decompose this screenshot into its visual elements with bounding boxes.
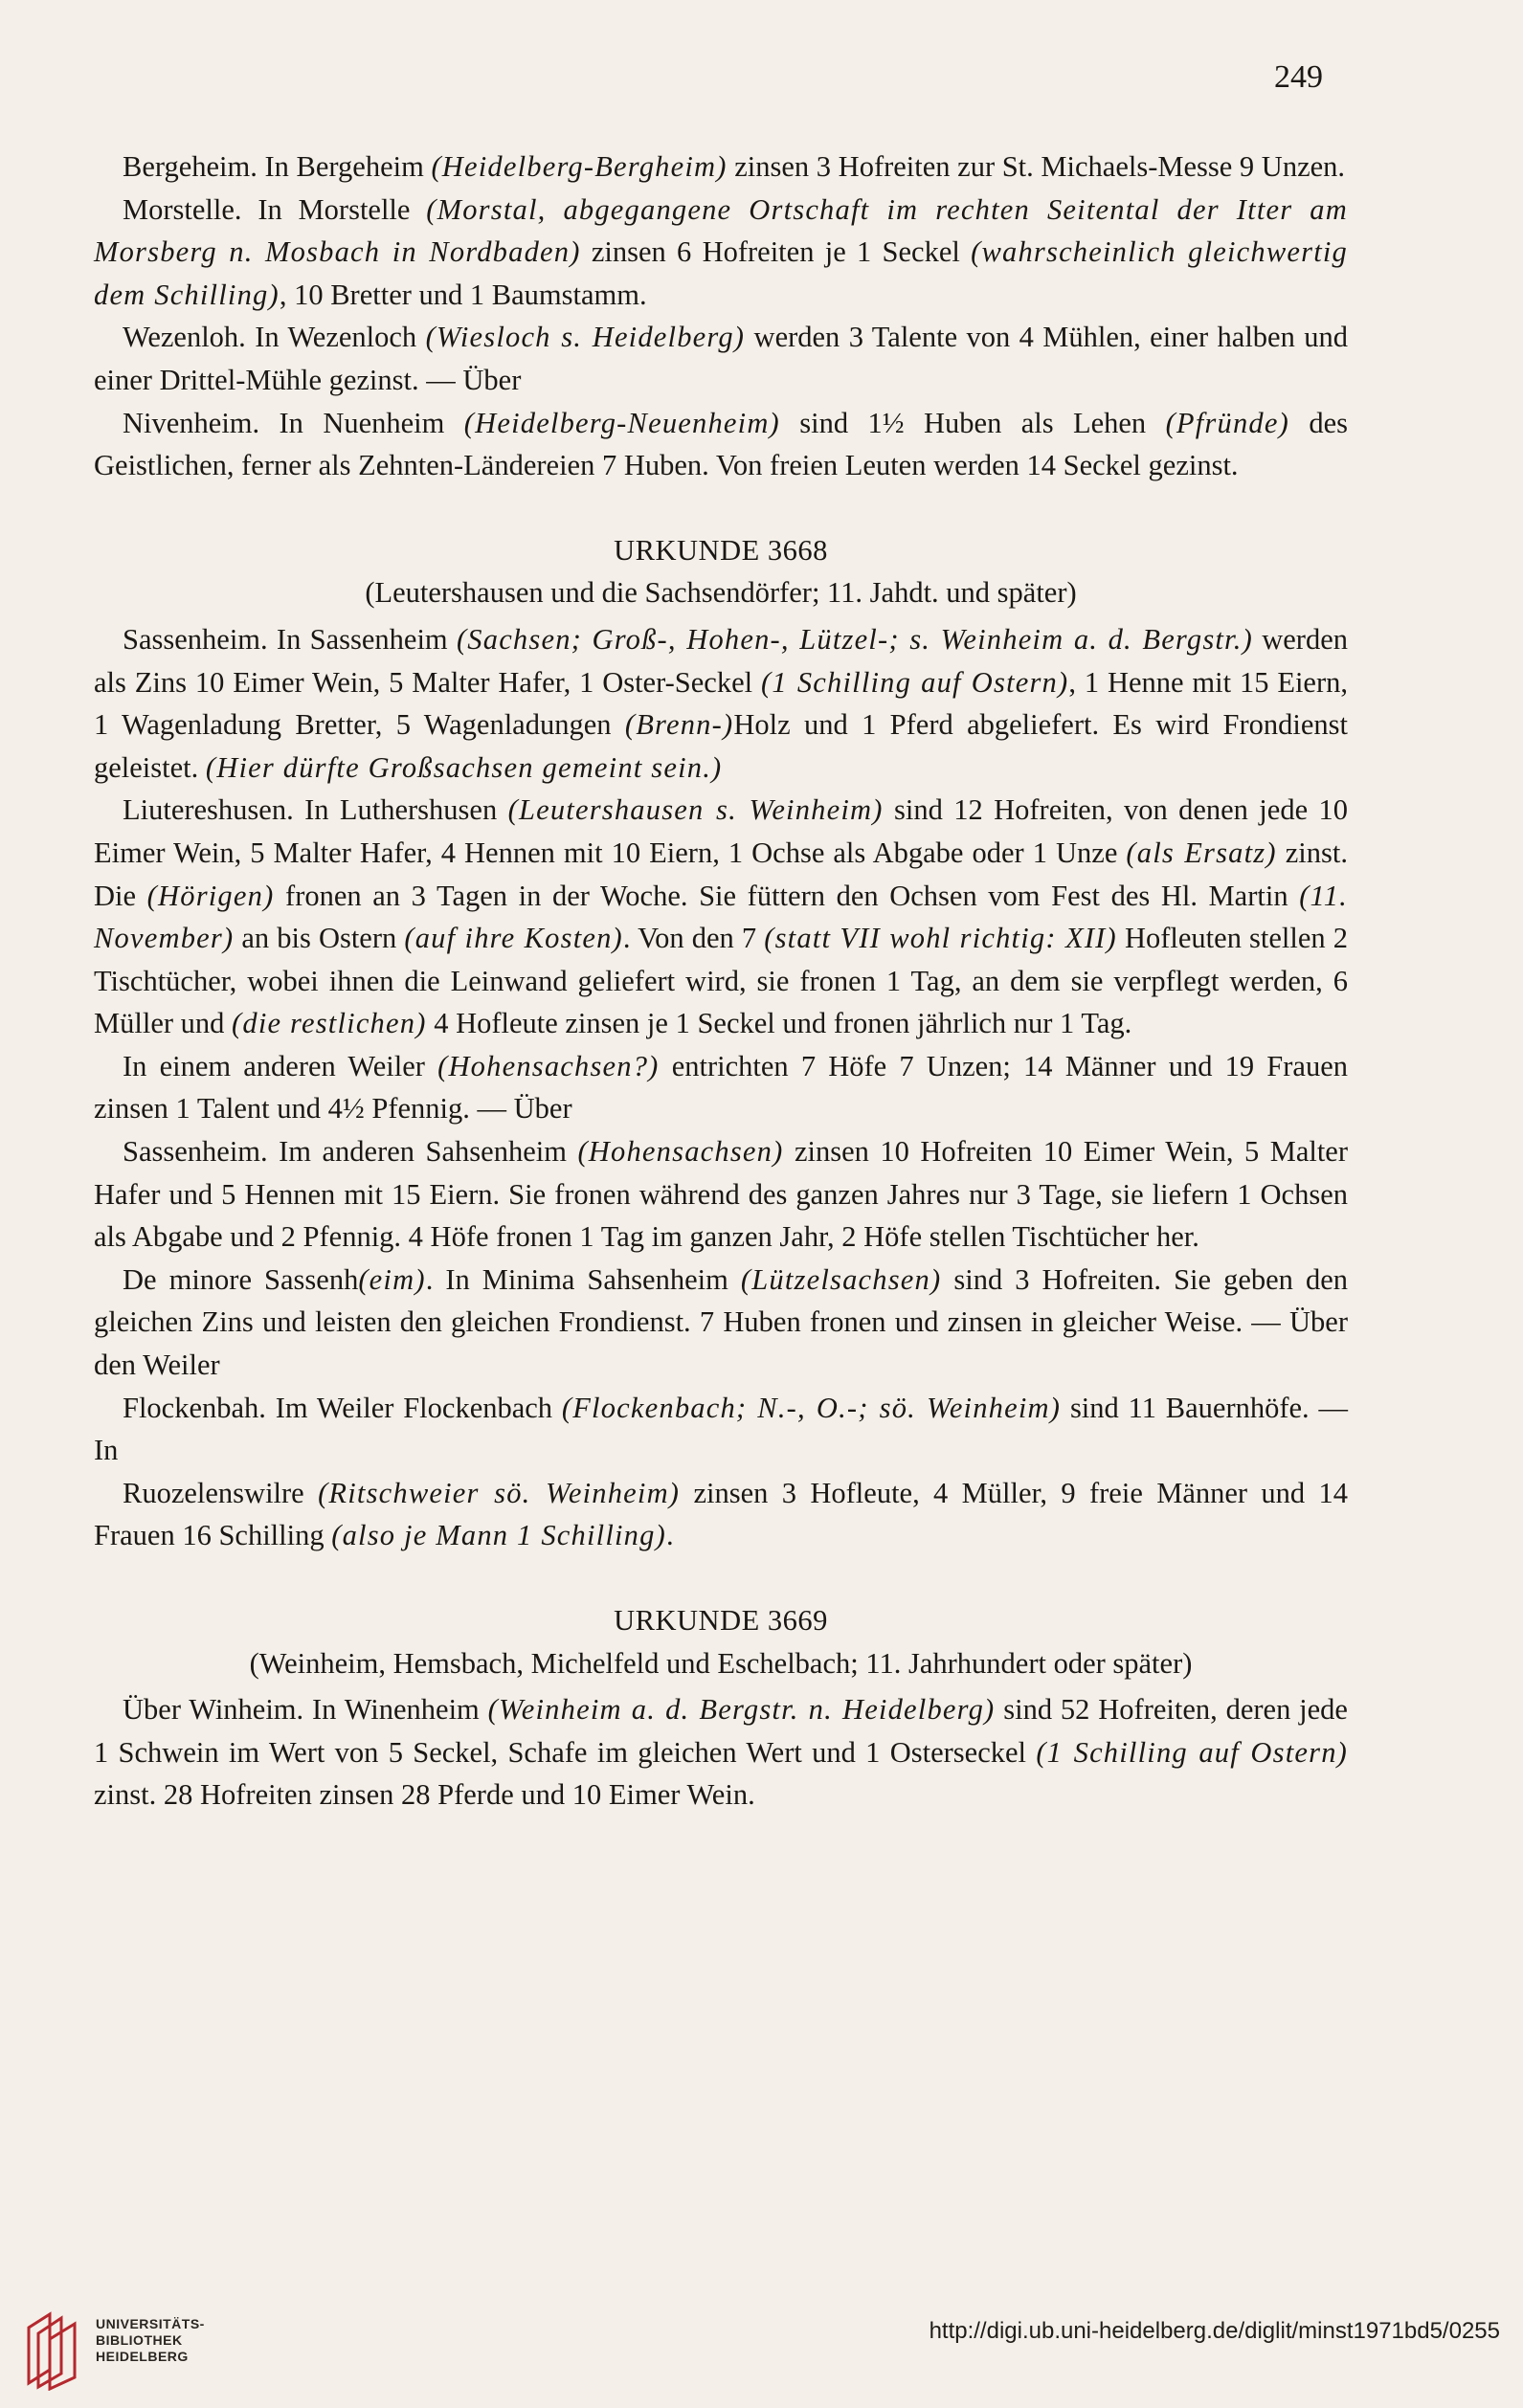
paragraph bbox=[94, 189, 1348, 317]
paragraph bbox=[94, 402, 1348, 487]
text-run: Über Winheim. In Winenheim bbox=[123, 1693, 488, 1727]
text-run: sind 12 Hofreiten, von denen jede 10 Eimer Wein, 5 Malter Hafer, 4 Hennen mit 10 Eiern, 1 Ochse als Abgabe oder 1 Unze bbox=[94, 793, 1348, 869]
text-run: sind 3 Hofreiten. Sie geben den gleichen Zins und leisten den gleichen Frondienst. 7 Huben fronen und zinsen in gleicher Weise. — Über den Weiler bbox=[94, 1262, 1349, 1382]
text-run: werden als Zins 10 Eimer Wein, 5 Malter Hafer, 1 Oster-Seckel bbox=[94, 622, 1348, 699]
text-run: zinsen 3 Hofleute, 4 Müller, 9 freie Männer und 14 Frauen 16 Schilling bbox=[94, 1476, 1348, 1552]
library-name-line: BIBLIOTHEK bbox=[96, 2332, 183, 2348]
italic-annotation: (1 Schilling auf Ostern) bbox=[1036, 1735, 1349, 1769]
text-run: Wezenloh. In Wezenloch bbox=[123, 321, 426, 354]
paragraph bbox=[94, 1045, 1348, 1130]
text-run: . Von den 7 bbox=[622, 922, 765, 955]
page-number: 249 bbox=[1274, 59, 1323, 95]
italic-annotation: (Brenn-) bbox=[624, 708, 734, 742]
text-run: fronen an 3 Tagen in der Woche. Sie füttern den Ochsen vom Fest des Hl. Martin bbox=[274, 879, 1300, 912]
text-run: , 1 Henne mit 15 Eiern, 1 Wagenladung Bretter, 5 Wagenladungen bbox=[94, 665, 1348, 742]
italic-annotation: (auf ihre Kosten) bbox=[404, 922, 623, 955]
text-run: Hofleuten stellen 2 Tischtücher, wobei ihnen die Leinwand geliefert wird, sie fronen 1 Tag, an dem sie verpflegt werden, 6 Müller und bbox=[94, 922, 1348, 1040]
text-run: Ruozelenswilre bbox=[123, 1476, 319, 1509]
subheading-urkunde-3668: (Leutershausen und die Sachsendörfer; 11. Jahdt. und später) bbox=[365, 576, 1077, 610]
text-run: zinsen 10 Hofreiten 10 Eimer Wein, 5 Malter Hafer und 5 Hennen mit 15 Eiern. Sie fronen während des ganzen Jahres nur 3 Tage, sie liefern 1 Ochsen als Abgabe und 2 Pfennig. 4 Höfe fronen 1 Tag im ganzen Jahr, 2 Höfe stellen Tischtücher her. bbox=[94, 1135, 1349, 1254]
text-run: entrichten 7 Höfe 7 Unzen; 14 Männer und 19 Frauen zinsen 1 Talent und 4½ Pfennig. — Über bbox=[94, 1049, 1349, 1126]
library-name-line: UNIVERSITÄTS- bbox=[96, 2316, 205, 2331]
text-run: 4 Hofleute zinsen je 1 Seckel und fronen jährlich nur 1 Tag. bbox=[426, 1007, 1132, 1040]
italic-annotation: (als Ersatz) bbox=[1126, 836, 1277, 869]
paragraph bbox=[94, 1472, 1348, 1557]
italic-annotation: (also je Mann 1 Schilling) bbox=[331, 1519, 666, 1552]
main-text bbox=[94, 145, 1348, 1817]
library-name bbox=[96, 2316, 205, 2365]
italic-annotation: (Weinheim a. d. Bergstr. n. Heidelberg) bbox=[487, 1693, 996, 1727]
text-run: . In Minima Sahsenheim bbox=[425, 1262, 741, 1296]
italic-annotation: (11. November) bbox=[94, 879, 1349, 955]
text-run: zinsen 3 Hofreiten zur St. Michaels-Messe 9 Unzen. bbox=[727, 150, 1346, 183]
text-run: Sassenheim. In Sassenheim bbox=[123, 622, 457, 656]
italic-annotation: (Hohensachsen) bbox=[577, 1135, 784, 1169]
paragraph bbox=[94, 789, 1348, 1045]
paragraph bbox=[94, 1387, 1348, 1472]
paragraph bbox=[94, 1130, 1348, 1259]
text-run: werden 3 Talente von 4 Mühlen, einer halben und einer Drittel-Mühle gezinst. — Über bbox=[94, 321, 1348, 396]
section-urkunde-3669 bbox=[94, 1688, 1348, 1817]
text-run: Morstelle. In Morstelle bbox=[123, 192, 427, 226]
italic-annotation: (die restlichen) bbox=[232, 1007, 427, 1040]
italic-annotation: (Heidelberg-Bergheim) bbox=[431, 150, 728, 183]
text-run: Flockenbah. Im Weiler Flockenbach bbox=[123, 1391, 562, 1424]
italic-annotation: (Hörigen) bbox=[146, 879, 275, 912]
library-logo-icon bbox=[21, 2308, 88, 2391]
text-run: zinsen 6 Hofreiten je 1 Seckel bbox=[580, 235, 972, 269]
text-run: sind 11 Bauernhöfe. — In bbox=[94, 1391, 1348, 1467]
italic-annotation: (Ritschweier sö. Weinheim) bbox=[318, 1476, 681, 1509]
paragraph bbox=[94, 145, 1348, 189]
library-name-line: HEIDELBERG bbox=[96, 2349, 189, 2364]
subheading-urkunde-3669: (Weinheim, Hemsbach, Michelfeld und Eschelbach; 11. Jahrhundert oder später) bbox=[249, 1646, 1193, 1680]
text-run: Liutereshusen. In Luthershusen bbox=[123, 793, 508, 827]
italic-annotation: (Heidelberg-Neuenheim) bbox=[463, 406, 780, 439]
text-run: des Geistlichen, ferner als Zehnten-Ländereien 7 Huben. Von freien Leuten werden 14 Seckel gezinst. bbox=[94, 406, 1348, 482]
text-run: In einem anderen Weiler bbox=[123, 1049, 438, 1082]
heading-urkunde-3668: URKUNDE 3668 bbox=[614, 533, 828, 567]
section-intro bbox=[94, 145, 1348, 487]
text-run: zinst. Die bbox=[94, 836, 1348, 912]
heading-urkunde-3669: URKUNDE 3669 bbox=[614, 1604, 828, 1637]
italic-annotation: (Hohensachsen?) bbox=[437, 1049, 660, 1082]
italic-annotation: (Sachsen; Groß-, Hohen-, Lützel-; s. Weinheim a. d. Bergstr.) bbox=[456, 622, 1253, 656]
italic-annotation: (eim) bbox=[358, 1262, 426, 1296]
paragraph bbox=[94, 316, 1348, 401]
italic-annotation: (wahrscheinlich gleichwertig dem Schilling) bbox=[94, 235, 1348, 311]
text-run: Holz und 1 Pferd abgeliefert. Es wird Frondienst geleistet. bbox=[94, 708, 1348, 784]
text-run: an bis Ostern bbox=[234, 922, 405, 955]
section-urkunde-3668 bbox=[94, 618, 1348, 1557]
italic-annotation: (statt VII wohl richtig: XII) bbox=[764, 922, 1117, 955]
italic-annotation: (Morstal, abgegangene Ortschaft im rechten Seitental der Itter am Morsberg n. Mosbach in Nordbaden) bbox=[94, 192, 1348, 269]
text-run: De minore Sassenh bbox=[123, 1262, 359, 1296]
paragraph bbox=[94, 1688, 1348, 1817]
italic-annotation: (Hier dürfte Großsachsen gemeint sein.) bbox=[205, 750, 723, 784]
text-run: sind 1½ Huben als Lehen bbox=[779, 406, 1166, 439]
text-run: zinst. 28 Hofreiten zinsen 28 Pferde und 10 Eimer Wein. bbox=[94, 1778, 755, 1812]
paragraph bbox=[94, 618, 1348, 789]
italic-annotation: (Flockenbach; N.-, O.-; sö. Weinheim) bbox=[561, 1391, 1062, 1424]
text-run: Bergeheim. In Bergeheim bbox=[123, 150, 432, 183]
italic-annotation: (1 Schilling auf Ostern) bbox=[760, 665, 1069, 699]
source-url-link[interactable]: http://digi.ub.uni-heidelberg.de/diglit/minst1971bd5/0255 bbox=[929, 2318, 1500, 2344]
italic-annotation: (Lützelsachsen) bbox=[740, 1262, 942, 1296]
text-run: Nivenheim. In Nuenheim bbox=[123, 406, 464, 439]
text-run: . bbox=[665, 1519, 674, 1552]
paragraph bbox=[94, 1259, 1348, 1387]
italic-annotation: (Wiesloch s. Heidelberg) bbox=[425, 321, 746, 354]
italic-annotation: (Pfründe) bbox=[1165, 406, 1289, 439]
text-run: sind 52 Hofreiten, deren jede 1 Schwein im Wert von 5 Seckel, Schafe im gleichen Wert und 1 Osterseckel bbox=[94, 1693, 1348, 1769]
italic-annotation: (Leutershausen s. Weinheim) bbox=[507, 793, 884, 827]
text-run: , 10 Bretter und 1 Baumstamm. bbox=[279, 278, 647, 311]
text-run: Sassenheim. Im anderen Sahsenheim bbox=[123, 1135, 578, 1169]
